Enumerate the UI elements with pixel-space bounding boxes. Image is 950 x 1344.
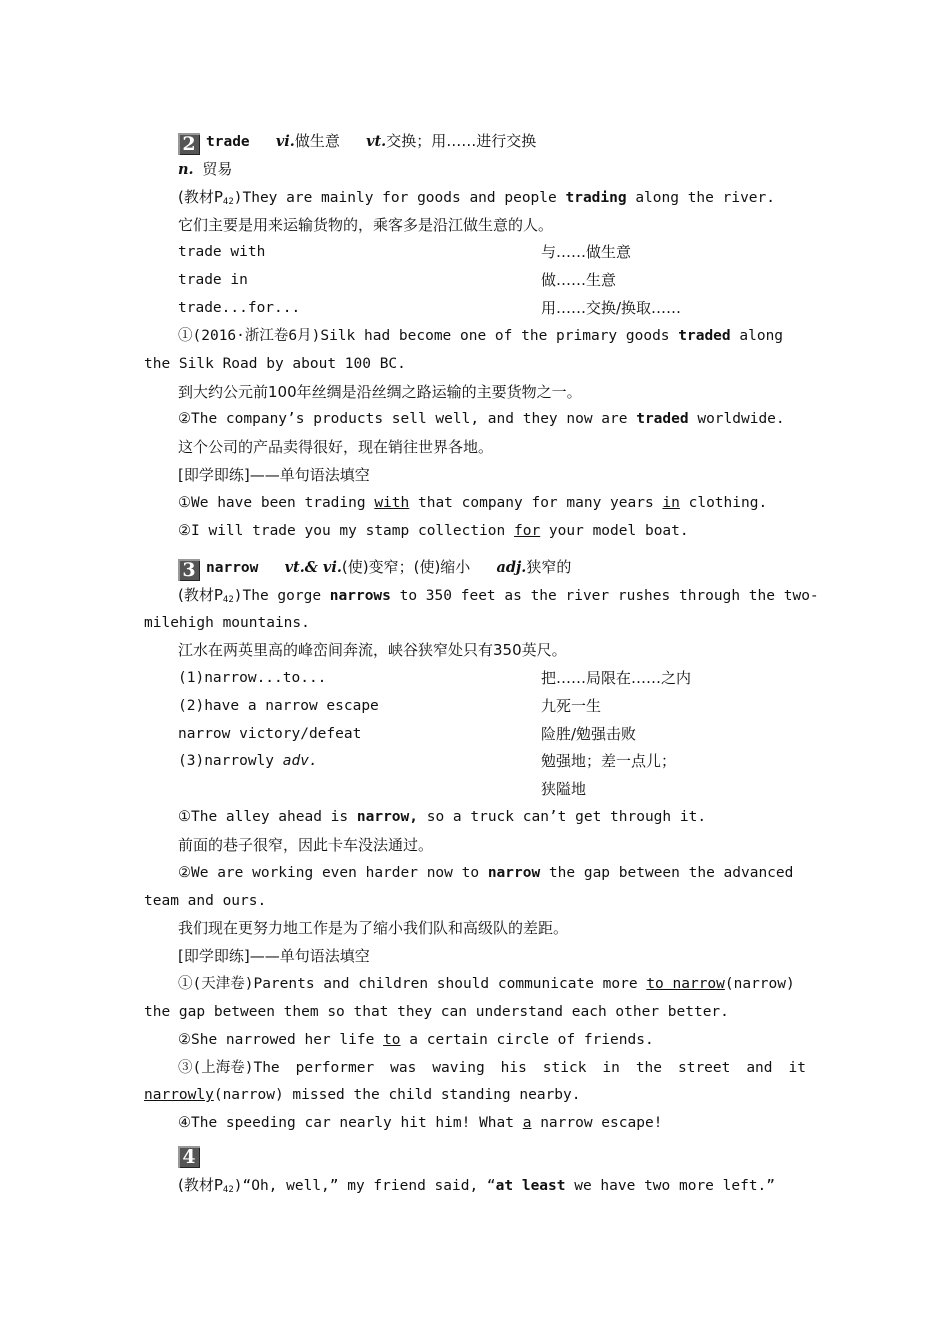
textbook-source-translation: 它们主要是用来运输货物的，乘客多是沿江做生意的人。 (178, 216, 554, 234)
phrase-cn: 险胜/勉强击败 (541, 725, 637, 743)
phrase-cn: 把……局限在……之内 (541, 669, 692, 687)
phrase-en: trade with (178, 244, 266, 260)
practice-item: ①(天津卷)Parents and children should communicate more to narrow(narrow) (178, 976, 795, 992)
answer-blank: in (662, 495, 680, 511)
example-sentence: ②The company’s products sell well, and they now are traded worldwide. (178, 411, 785, 427)
practice-item: ②She narrowed her life to a certain circle of friends. (178, 1032, 654, 1048)
phrase-en: (2)have a narrow escape (178, 698, 379, 714)
example-translation: 前面的巷子很窄，因此卡车没法通过。 (178, 836, 434, 854)
practice-item-cont: narrowly(narrow) missed the child standing nearby. (144, 1087, 581, 1103)
entry-number-badge: 4 (178, 1146, 200, 1168)
example-translation: 这个公司的产品卖得很好，现在销往世界各地。 (178, 438, 494, 456)
headword: narrow (206, 560, 259, 576)
practice-item-cont: the gap between them so that they can understand each other better. (144, 1004, 729, 1020)
entry-heading-trade: 2 trade vi.做生意 vt.交换；用……进行交换 (178, 131, 536, 155)
entry-definition-noun: n. 贸易 (178, 160, 233, 178)
phrase-cn: 做……生意 (541, 271, 617, 289)
textbook-source-cont: milehigh mountains. (144, 615, 310, 631)
phrase-en: (3)narrowly adv. (178, 753, 318, 769)
phrase-cn-cont: 狭隘地 (541, 780, 587, 798)
practice-title: [即学即练]——单句语法填空 (178, 466, 370, 484)
answer-blank: to (383, 1032, 401, 1048)
answer-blank: narrowly (144, 1087, 214, 1103)
example-sentence-cont: team and ours. (144, 893, 267, 909)
phrase-en: trade...for... (178, 300, 301, 316)
entry-heading-narrow: 3 narrow vt.& vi.(使)变窄；(使)缩小 adj.狭窄的 (178, 557, 571, 581)
textbook-source-sentence: (教材$P_{42})They$ are mainly for goods and people trading along the river. (178, 188, 775, 207)
entry-number-badge: 2 (178, 133, 200, 155)
example-sentence: ①(2016·浙江卷6月)Silk had become one of the primary goods traded along (178, 328, 784, 344)
phrase-en: narrow victory/defeat (178, 726, 362, 742)
answer-blank: a (522, 1115, 532, 1131)
answer-blank: with (374, 495, 410, 511)
example-translation: 我们现在更努力地工作是为了缩小我们队和高级队的差距。 (178, 919, 569, 937)
answer-blank: to narrow (646, 976, 725, 992)
phrase-en: (1)narrow...to... (178, 670, 327, 686)
phrase-cn: 用……交换/换取…… (541, 299, 682, 317)
practice-item: ②I will trade you my stamp collection for your model boat. (178, 523, 689, 539)
textbook-source-translation: 江水在两英里高的峰峦间奔流，峡谷狭窄处只有350英尺。 (178, 641, 567, 659)
entry-number-badge: 3 (178, 559, 200, 581)
entry-heading-4 (178, 1145, 206, 1168)
headword: trade (206, 134, 250, 150)
practice-item: ①We have been trading with that company for many years in clothing. (178, 495, 768, 511)
example-translation: 到大约公元前100年丝绸是沿丝绸之路运输的主要货物之一。 (178, 383, 582, 401)
phrase-cn: 与……做生意 (541, 243, 632, 261)
example-sentence: ①The alley ahead is narrow, so a truck can’t get through it. (178, 809, 707, 825)
phrase-cn: 九死一生 (541, 697, 602, 715)
practice-item-justified: ③(上海卷)The performer was waving his stick in the street and it (178, 1060, 806, 1076)
textbook-source-sentence: (教材$P_{42})“Oh$, well,” my friend said, “at least we have two more left.” (178, 1176, 776, 1195)
example-sentence-cont: the Silk Road by about 100 BC. (144, 356, 406, 372)
example-sentence: ②We are working even harder now to narrow the gap between the advanced (178, 865, 794, 881)
textbook-source-sentence: (教材$P_{42})The$ gorge narrows to 350 feet as the river rushes through the two- (178, 586, 819, 605)
practice-item: ④The speeding car nearly hit him! What a narrow escape! (178, 1115, 663, 1131)
answer-blank: for (514, 523, 541, 539)
phrase-cn: 勉强地；差一点儿； (541, 752, 677, 770)
phrase-en: trade in (178, 272, 248, 288)
practice-title: [即学即练]——单句语法填空 (178, 947, 370, 965)
